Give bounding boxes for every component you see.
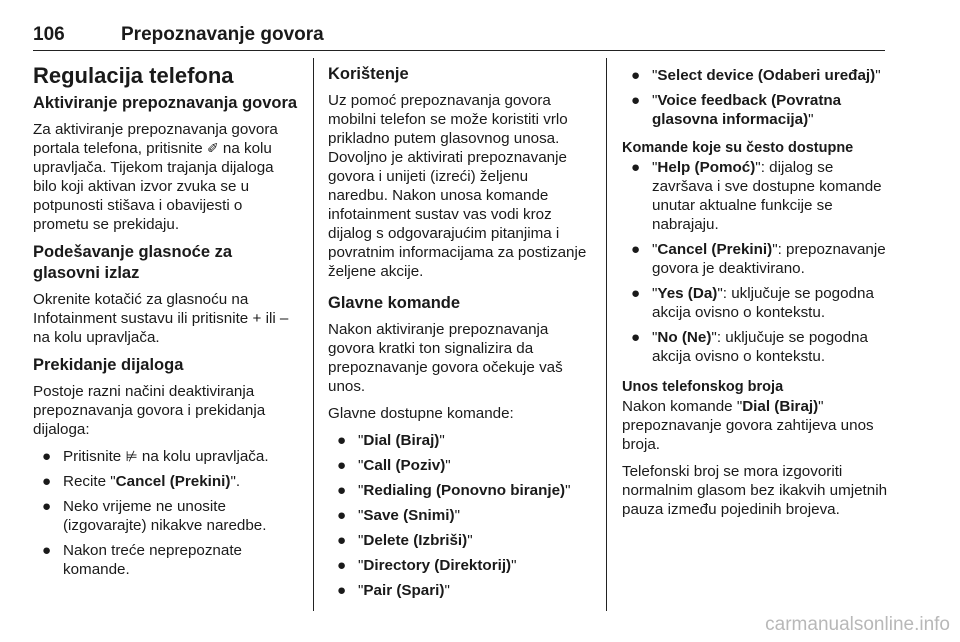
page-header	[33, 24, 324, 46]
bullet-icon: ●	[631, 329, 641, 346]
column-left	[33, 58, 301, 587]
heading-common-commands: Komande koje su često dostupne	[622, 140, 854, 156]
list-item	[622, 91, 888, 129]
list-item	[33, 472, 301, 491]
interrupt-list	[33, 447, 301, 579]
voice-button-icon: ✐	[206, 140, 219, 156]
quote-mark: "	[467, 532, 473, 549]
list-item	[328, 431, 590, 450]
bullet-icon: ●	[42, 473, 52, 490]
phone-text-b: " prepoznavanje govora zahtijeva unos broja.	[622, 398, 874, 453]
quote-mark: "	[755, 159, 761, 176]
quote-mark: "	[358, 457, 364, 474]
quote-mark: "	[652, 92, 658, 109]
command-label: Call (Poziv)	[363, 457, 446, 474]
command-label: Dial (Biraj)	[363, 432, 440, 449]
bullet-icon: ●	[337, 432, 347, 449]
command-label: Dial (Biraj)	[742, 398, 819, 415]
item-text: Nakon treće neprepoznate komande.	[63, 542, 242, 578]
bullet-icon: ●	[631, 67, 641, 84]
heading-interrupt: Prekidanje dijaloga	[33, 356, 184, 374]
column-divider-right	[606, 58, 607, 611]
interrupt-paragraph: Postoje razni načini deaktiviranja prepoznavanja govora i prekidanja dijaloga:	[33, 383, 266, 438]
heading-main-commands: Glavne komande	[328, 294, 461, 312]
bullet-icon: ●	[337, 457, 347, 474]
quote-mark: "	[358, 557, 364, 574]
bullet-icon: ●	[631, 92, 641, 109]
quote-mark: "	[652, 329, 658, 346]
list-item	[622, 158, 888, 234]
activation-text-b: na kolu upravljača. Tijekom trajanja dijaloga bilo koji aktivan izvor zvuka se u potpunosti stišava i obavijesti o prometu se prekidaju.	[33, 140, 274, 233]
watermark: carmanualsonline.info	[765, 614, 950, 635]
section-title: Regulacija telefona	[33, 63, 234, 88]
bullet-icon: ●	[42, 448, 52, 465]
command-description: : uključuje se pogodna akcija ovisno o kontekstu.	[652, 285, 874, 321]
list-item	[622, 328, 888, 366]
list-item	[328, 581, 590, 600]
activation-text-a: Za aktiviranje prepoznavanja govora portala telefona, pritisnite	[33, 121, 278, 157]
quote-mark: "	[875, 67, 881, 84]
list-item	[328, 556, 590, 575]
command-label: Save (Snimi)	[363, 507, 455, 524]
command-label: Pair (Spari)	[363, 582, 445, 599]
quote-mark: "	[808, 111, 814, 128]
command-label: Delete (Izbriši)	[363, 532, 468, 549]
list-intro: Glavne dostupne komande:	[328, 405, 514, 422]
end-call-icon: ⊭	[125, 448, 138, 464]
bullet-icon: ●	[337, 482, 347, 499]
command-description: : dijalog se završava i sve dostupne komande unutar aktualne funkcije se nabrajaju.	[652, 159, 882, 233]
header-rule	[33, 50, 885, 51]
heading-usage: Korištenje	[328, 65, 409, 83]
command-label: Voice feedback (Povratna glasovna informacija)	[652, 92, 842, 128]
command-label: Redialing (Ponovno biranje)	[363, 482, 566, 499]
bullet-icon: ●	[337, 557, 347, 574]
list-item	[33, 497, 301, 535]
item-text: ".	[230, 473, 241, 490]
column-right	[622, 58, 888, 527]
column-middle	[328, 58, 590, 608]
quote-mark: "	[652, 67, 658, 84]
quote-mark: "	[565, 482, 571, 499]
list-item	[622, 240, 888, 278]
quote-mark: "	[358, 432, 364, 449]
quote-mark: "	[439, 432, 445, 449]
more-commands-list	[622, 66, 888, 129]
list-item	[328, 481, 590, 500]
quote-mark: "	[358, 482, 364, 499]
heading-phone-number: Unos telefonskog broja	[622, 379, 784, 395]
heading-volume: Podešavanje glasnoće za glasovni izlaz	[33, 243, 233, 282]
quote-mark: "	[358, 582, 364, 599]
list-item	[328, 506, 590, 525]
quote-mark: "	[652, 285, 658, 302]
quote-mark: "	[652, 159, 658, 176]
list-item	[33, 541, 301, 579]
command-label: No (Ne)	[657, 329, 712, 346]
quote-mark: "	[717, 285, 723, 302]
phone-paragraph	[622, 397, 888, 454]
command-label: Help (Pomoć)	[657, 159, 756, 176]
command-label: Select device (Odaberi uređaj)	[657, 67, 876, 84]
list-item	[33, 447, 301, 466]
usage-paragraph: Uz pomoć prepoznavanja govora mobilni telefon se može koristiti vrlo prikladno putem glasovnog unosa. Dovoljno je aktivirati prepoznavanje govora i unijeti (izreći) željenu naredbu. Nakon unosa komande infotainment sustav vas vodi kroz dijalog s odgovarajućim pitanjima i povratnim informacijama za postizanje željene akcije.	[328, 92, 587, 280]
quote-mark: "	[358, 507, 364, 524]
quote-mark: "	[772, 241, 778, 258]
command-label: Cancel (Prekini)	[657, 241, 773, 258]
bullet-icon: ●	[337, 582, 347, 599]
main-commands-list	[328, 431, 590, 600]
command-label: Cancel (Prekini)	[115, 473, 231, 490]
command-description: : prepoznavanje govora je deaktivirano.	[652, 241, 886, 277]
bullet-icon: ●	[631, 241, 641, 258]
chapter-title: Prepoznavanje govora	[121, 24, 324, 45]
common-commands-list	[622, 158, 888, 366]
list-item	[328, 456, 590, 475]
page-number: 106	[33, 24, 65, 45]
quote-mark: "	[511, 557, 517, 574]
phone-paragraph-2: Telefonski broj se mora izgovoriti normalnim glasom bez ikakvih umjetnih pauza između pojedinih brojeva.	[622, 463, 888, 518]
heading-activation: Aktiviranje prepoznavanja govora	[33, 94, 298, 112]
volume-paragraph: Okrenite kotačić za glasnoću na Infotainment sustavu ili pritisnite + ili – na kolu upravljača.	[33, 291, 289, 346]
phone-text-a: Nakon komande "	[622, 398, 743, 415]
quote-mark: "	[445, 457, 451, 474]
bullet-icon: ●	[631, 285, 641, 302]
bullet-icon: ●	[42, 498, 52, 515]
command-label: Yes (Da)	[657, 285, 718, 302]
quote-mark: "	[454, 507, 460, 524]
item-text: Recite "	[63, 473, 116, 490]
item-text: Pritisnite	[63, 448, 122, 465]
bullet-icon: ●	[42, 542, 52, 559]
command-description: : uključuje se pogodna akcija ovisno o kontekstu.	[652, 329, 868, 365]
quote-mark: "	[711, 329, 717, 346]
list-item	[622, 284, 888, 322]
quote-mark: "	[358, 532, 364, 549]
activation-paragraph	[33, 120, 301, 234]
list-item	[328, 531, 590, 550]
quote-mark: "	[652, 241, 658, 258]
bullet-icon: ●	[337, 507, 347, 524]
list-item	[622, 66, 888, 85]
column-divider-left	[313, 58, 314, 611]
bullet-icon: ●	[337, 532, 347, 549]
command-label: Directory (Direktorij)	[363, 557, 512, 574]
item-text: Neko vrijeme ne unosite (izgovarajte) nikakve naredbe.	[63, 498, 267, 534]
bullet-icon: ●	[631, 159, 641, 176]
quote-mark: "	[444, 582, 450, 599]
main-commands-paragraph: Nakon aktiviranje prepoznavanja govora kratki ton signalizira da prepoznavanje govora očekuje vaš unos.	[328, 321, 563, 395]
item-text: na kolu upravljača.	[141, 448, 269, 465]
